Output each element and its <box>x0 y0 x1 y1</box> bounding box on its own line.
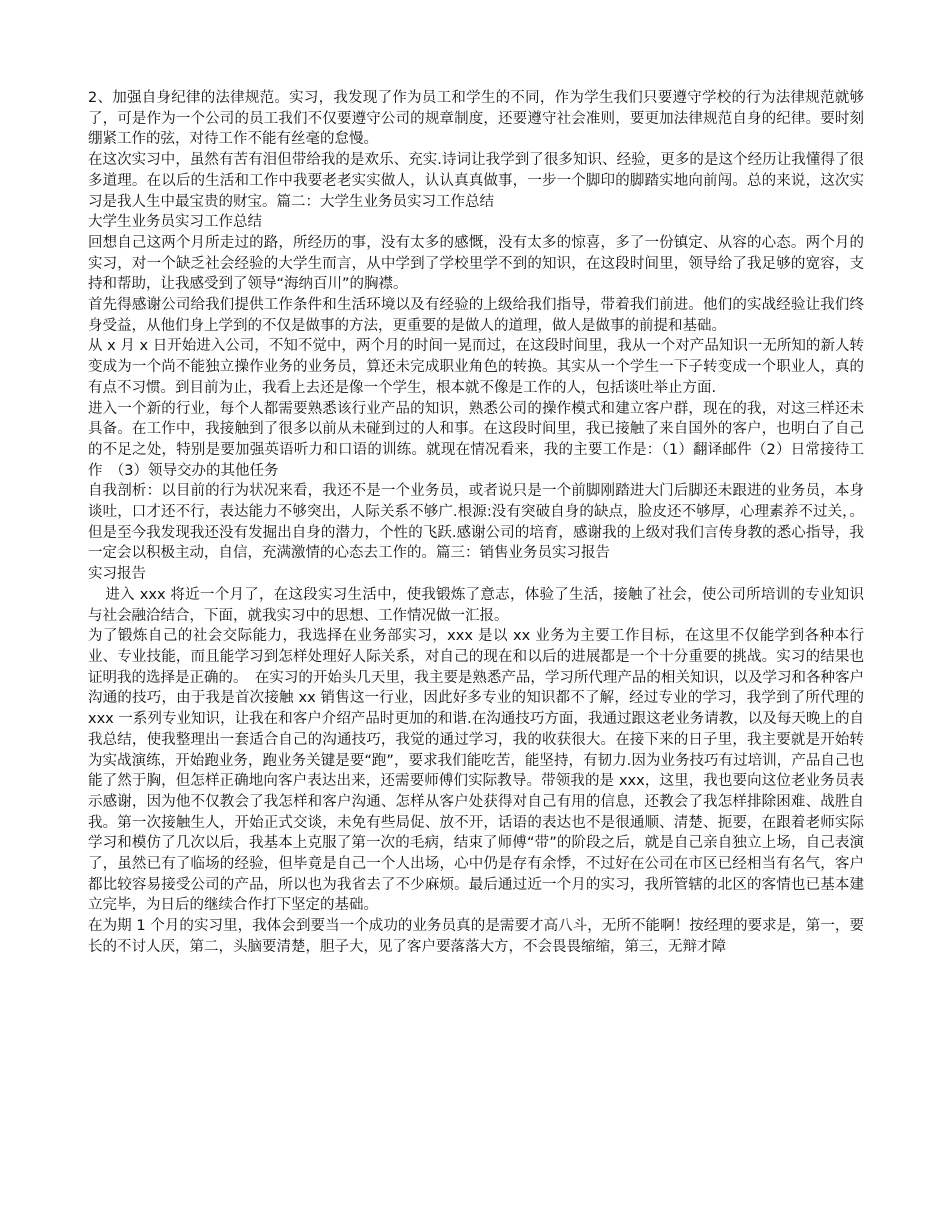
paragraph-self-analysis: 自我剖析：以目前的行为状况来看，我还不是一个业务员，或者说只是一个前脚刚踏进大门后脚还未跟进的业务员，本身谈吐，口才还不行，表达能力不够突出，人际关系不够广.根源:没有突破自身的缺点，脸皮还不够厚，心理素养不过关，。但是至今我发现我还没有发掘出自身的潜力，个性的飞跃.感谢公司的培育，感谢我的上级对我们言传身教的悉心指导，我一定会以积极主动，自信，充满激情的心态去工作的。篇三：销售业务员实习报告 <box>88 483 864 562</box>
paragraph-one-month: 在为期 1 个月的实习里，我体会到要当一个成功的业务员真的是需要才高八斗，无所不能啊！按经理的要求是，第一，要长的不讨人厌，第二，头脑要清楚，胆子大，见了客户要落落大方，不会畏畏缩缩，第三，无辩才障 <box>88 918 864 955</box>
paragraph-looking-back: 回想自己这两个月所走过的路，所经历的事，没有太多的感慨，没有太多的惊喜，多了一份镇定、从容的心态。两个月的实习，对一个缺乏社会经验的大学生而言，从中学到了学校里学不到的知识，在这段时间里，领导给了我足够的宽容，支持和帮助，让我感受到了领导“海纳百川”的胸襟。 <box>88 234 864 293</box>
document-body <box>88 88 864 958</box>
paragraph-internship-gains: 在这次实习中，虽然有苦有泪但带给我的是欢乐、充实.诗词让我学到了很多知识、经验，更多的是这个经历让我懂得了很多道理。在以后的生活和工作中我要老老实实做人，认认真真做事，一步一个脚印的脚踏实地向前闯。总的来说，这次实习是我人生中最宝贵的财宝。篇二：大学生业务员实习工作总结 <box>88 152 864 210</box>
section-title-report: 实习报告 <box>88 566 146 583</box>
paragraph-sales-practice: 为了锻炼自己的社会交际能力，我选择在业务部实习，xxx 是以 xx 业务为主要工作目标，在这里不仅能学到各种本行业、专业技能，而且能学习到怎样处理好人际关系，对自己的现在和以后的进展都是一个十分重要的挑战。实习的结果也证明我的选择是正确的。 在实习的开始头几天里，我主要是熟悉产品，学习所代理产品的相关知识，以及学习和各种客户沟通的技巧，由于我是首次接触 xx 销售这一行业，因此好多专业的知识都不了解，经过专业的学习，我学到了所代理的 xxx 一系列专业知识，让我在和客户介绍产品时更加的和谐.在沟通技巧方面，我通过跟这老业务请教，以及每天晚上的自我总结，使我整理出一套适合自己的沟通技巧，我觉的通过学习，我的收获很大。在接下来的日子里，我主要就是开始转为实战演练，开始跑业务，跑业务关键是要“跑”，要求我们能吃苦，能坚持，有韧力.因为业务技巧有过培训，产品自己也能了然于胸，但怎样正确地向客户表达出来，还需要师傅们实际教导。带领我的是 xxx，这里，我也要向这位老业务员表示感谢，因为他不仅教会了我怎样和客户沟通、怎样从客户处获得对自己有用的信息，还教会了我怎样排除困难、战胜自我。第一次接触生人，开始正式交谈，未免有些局促、放不开，话语的表达也不是很通顺、清楚、扼要，在跟着老师实际学习和模仿了几次以后，我基本上克服了第一次的毛病，结束了师傅“带”的阶段之后，就是自己亲自独立上场，自己表演了，虽然已有了临场的经验，但毕竟是自己一个人出场，心中仍是存有余悸，不过好在公司在市区已经相当有名气，客户都比较容易接受公司的产品，所以也为我省去了不少麻烦。最后通过近一个月的实习，我所管辖的北区的客情也已基本建立完毕，为日后的继续合作打下坚定的基础。 <box>88 628 864 914</box>
paragraph-discipline: 2、加强自身纪律的法律规范。实习，我发现了作为员工和学生的不同，作为学生我们只要遵守学校的行为法律规范就够了，可是作为一个公司的员工我们不仅要遵守公司的规章制度，还要遵守社会准则，要更加法律规范自身的纪律。要时刻绷紧工作的弦，对待工作不能有丝毫的怠慢。 <box>88 90 864 148</box>
paragraph-new-industry: 进入一个新的行业，每个人都需要熟悉该行业产品的知识，熟悉公司的操作模式和建立客户群，现在的我，对这三样还未具备。在工作中，我接触到了很多以前从未碰到过的人和事。在这段时间里，我已接触了来自国外的客户，也明白了自己的不足之处，特别是要加强英语听力和口语的训练。就现在情况看来，我的主要工作是：（1）翻译邮件（2）日常接待工作 （3）领导交办的其他任务 <box>88 400 864 479</box>
paragraph-report-intro: 进入 xxx 将近一个月了，在这段实习生活中，使我锻炼了意志，体验了生活，接触了社会，使公司所培训的专业知识与社会融洽结合，下面，就我实习中的思想、工作情况做一汇报。 <box>88 586 864 624</box>
paragraph-thanks: 首先得感谢公司给我们提供工作条件和生活环境以及有经验的上级给我们指导，带着我们前进。他们的实战经验让我们终身受益，从他们身上学到的不仅是做事的方法，更重要的是做人的道理，做人是做事的前提和基础。 <box>88 297 864 334</box>
section-title-summary: 大学生业务员实习工作总结 <box>88 214 262 231</box>
paragraph-joining-company: 从 x 月 x 日开始进入公司，不知不觉中，两个月的时间一晃而过，在这段时间里，我从一个对产品知识一无所知的新人转变成为一个尚不能独立操作业务的业务员，算还未完成职业角色的转换。其实从一个学生一下子转变成一个职业人，真的有点不习惯。到目前为止，我看上去还是像一个学生，根本就不像是工作的人，包括谈吐举止方面. <box>88 338 864 396</box>
